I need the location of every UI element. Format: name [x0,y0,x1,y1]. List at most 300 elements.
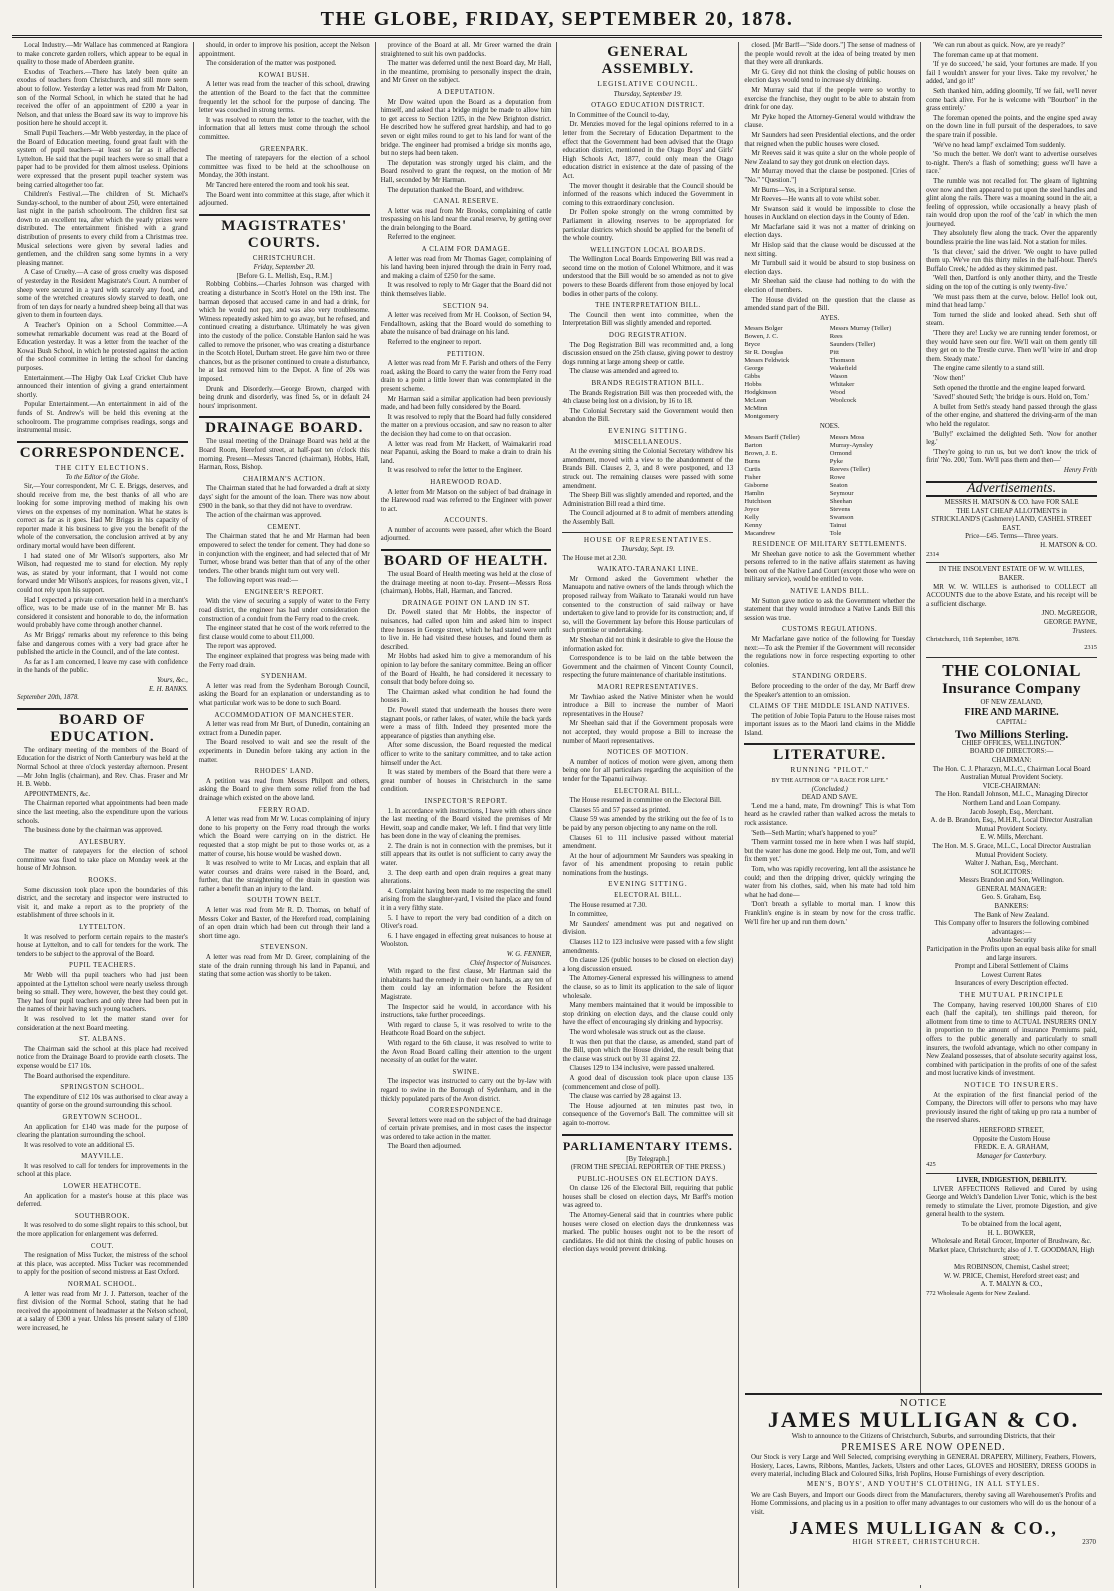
board-of-education-paragraph: The business done by the chairman was approved. [24,827,163,835]
board-of-education-cont-subhead: KOWAI BUSH. [258,71,310,79]
house-evening-paragraph: The clause was carried by 28 against 13. [569,1093,682,1101]
drainage-board-paragraph: A letter was read from Mr R. D. Thomas, on behalf of Messrs Coker and Baxter, of the Hereford road, complaining of an open drain which had been cut through their land a short time ago. [198,907,370,940]
drainage-board-paragraph: A letter was read from Mr D. Greer, complaining of the state of the drain running through his land in Papanui, and stating that some action was shortly to be taken. [198,954,370,979]
house-evening-paragraph: Mr Saunders' amendment was put and negatived on division. [562,920,734,937]
drainage-board-paragraph: It was resolved to write to Mr Lucas, and explain that all water courses and drains were raised in the Board, and, further, that the straightening of the drain in question was rather a benefit than an injury to the land. [198,860,370,893]
house-paragraph: Clauses 61 to 111 inclusive passed without material amendment. [562,834,734,851]
literature-heading: LITERATURE. [773,747,887,764]
correspondence-paragraph: Had I expected a private conversation held in a merchant's office, was to be made use of in the manner Mr B. has considered it consistent and honorable to do, the information would probably have come through another channel. [17,596,188,630]
matson-ad-lines [926,499,1097,542]
aye-name: Thomson [829,357,855,365]
house-evening-paragraph: Clauses 129 to 134 inclusive, were passed unaltered. [569,1065,715,1073]
liver-agent-3: Market place, Christchurch; also of J. T. GOODMAN, High street; [928,1246,1095,1263]
drainage-board-subhead: FERRY ROAD. [258,806,310,814]
votes-intro: The House divided on the question that the clause as amended stand part of the Bill. [744,296,916,313]
legislative-council-subhead: BRANDS REGISTRATION BILL. [591,380,705,387]
parliamentary-cont-2-paragraph: Before proceeding to the order of the day, Mr Barff drew the Speaker's attention to an omission. [744,682,916,699]
noe-name: Swanson [829,514,854,521]
matson-ad-line: THE LAST CHEAP ALLOTMENTS in [956,507,1067,515]
parliamentary-cont-paragraph: Mr Pyke hoped the Attorney-General would withdraw the clause. [744,113,916,130]
house-paragraph: Clause 59 was amended by the striking out the fee of 1s to be paid by any person objecting to any name on the roll. [562,816,734,832]
parliamentary-cont-2-subhead: STANDING ORDERS. [792,673,868,681]
board-of-education-paragraph: The Chairman said the school at this place had received notice from the Drainage Board to provide earth closets. The expense would be £17 10s. [17,1045,188,1070]
parliamentary-cont-paragraph: Mr Sheehan said the clause had nothing to do with the election of members. [744,278,916,295]
story-paragraph: 'Saved!' shouted Seth; 'the bridge is ours. Hold on, Tom.' [933,394,1090,402]
noe-name: Kelly [744,514,759,521]
magistrates-before: [Before G. L. Mellish, Esq., R.M.] [236,272,332,280]
noe-name: Macandrew [744,530,776,537]
drainage-board-cont-subhead: PETITION. [447,350,486,358]
board-of-health-2-paragraph: Several letters were read on the subject of the bad drainage of certain private premises, and in most cases the inspector was ordered to take action in the matter. [380,1116,552,1141]
correspondence-to: To the Editor of the Globe. [65,474,140,482]
story-paragraph: 'We must pass them at the curve, below. Hello! look out, mind that head lamp.' [926,293,1097,310]
noe-name: Fisher [744,474,761,481]
board-of-education-paragraph: Some discussion took place upon the boundaries of this district, and the secretary and inspector were instructed to visit it, and make a report as to the propriety of the establishment of three schools in it. [17,886,188,920]
story-paragraph: 'Well then, Dartford is only another thirty, and the Trestle siding on the top of the cutting is only twenty-five.' [926,275,1097,292]
colonial-director: A. de B. Brandon, Esq., M.H.R., Local Director Australian Mutual Provident Society. [930,817,1093,833]
story-paragraph: 'So much the better. We don't want to advertise ourselves to-night. There's a flash of something; guess we'll have a race.' [926,151,1097,176]
willes-date: Christchurch, 11th September, 1878. [926,636,1020,644]
board-of-education-cont-subhead: GREENPARK. [260,145,309,153]
willes-ad [926,566,1097,652]
colonial-advantage: Prompt and Liberal Settlement of Claims [954,963,1069,971]
legislative-council-paragraph: The Wellington Local Boards Empowering Bill was read a second time on the motion of Colonel Whitmore, and it was understood that the Bill would be so amended as not to give powers to these Boards different from those enjoyed by local bodies in other parts of the colony. [562,256,734,298]
noe-name: Ormond [829,450,852,457]
local-news-paragraph: Entertainment.—The Higby Oak Leaf Cricket Club have announced their intention of giving a grand entertainment shortly. [17,374,188,399]
noes-list-1 [744,434,829,538]
aye-name: Gibbs [744,373,761,381]
story-paragraph: 'There they are! Lucky we are running tender foremost, or they would have seen our fire. We'll wait on them gently till they get on to the Trestle curve. Then we'll 'wire in' and drop them. Steady mate.' [926,330,1097,363]
drainage-board-paragraph: The following report was read:— [205,577,299,585]
drainage-board-subhead: ENGINEER'S REPORT. [244,588,324,596]
house-evening-paragraph: On clause 126 (public houses to be closed on election day) a long discussion ensued. [562,957,734,973]
correspondence-paragraph: As Mr Briggs' remarks about my reference to this being false and dangerous comes with a very bad grace after he published the article in the Council, and of the late contest. [17,632,188,657]
lc-evening-heading: EVENING SITTING. [608,426,688,435]
board-of-education-cont-paragraph: A letter was read from the teacher of this school, drawing the attention of the Board to the fact that the committee frequently let the school for the purpose of dancing. The letter was couched in strong terms. [198,81,370,115]
lc-evening-paragraph: The Council adjourned at 8 to admit of members attending the Assembly Ball. [562,510,734,526]
legislative-council-paragraph: The Colonial Secretary said the Government would then abandon the Bill. [562,407,734,424]
colonial-office: CHIEF OFFICES, WELLINGTON. [961,739,1062,747]
noe-name: Messrs Barff (Teller) [744,434,800,441]
matson-ad-line: STRICKLAND'S (Cashmere) LAND, CASHEL STREET EAST. [931,516,1092,532]
notice-text: Wish to announce to the Citizens of Christchurch, Suburbs, and surrounding Districts, that their [791,1433,1056,1441]
local-news-paragraph: Small Pupil Teachers.—Mr Webb yesterday, in the place of the Board of Education meeting, found great fault with the system of pupil teachers—at least so far as it affected Lyttelton. He said that the pupil teachers were so small that a paper had to be provided for them almost useless. Opinions were expressed that the present pupil teacher system was being carried altogether too far. [17,129,188,189]
correspondence-sign-1: Yours, &c., [157,676,188,684]
magistrates-date: Friday, September 20. [253,264,315,272]
colonial-agent-2: Opposite the Custom House [972,1135,1051,1143]
noe-name: Messrs Moss [829,434,865,441]
colonial-bankers-label: BANKERS: [994,903,1029,911]
board-of-education-subhead: LYTTELTON. [79,924,126,932]
liver-text: LIVER AFFECTIONS Relieved and Cured by using George and Welch's Dandelion Liver Tonic, which is the best remedy to stimulate the Liver, promote Digestion, and give general health to the system. [926,1185,1097,1219]
parliamentary-cont-2-subhead: RESIDENCE OF MILITARY SETTLEMENTS. [752,541,908,548]
aye-name: McMinn [744,405,768,413]
liver-agent-2: Wholesale and Retail Grocer, Importer of Brushware, &c. [931,1238,1092,1246]
legislative-council-subhead: THE INTERPRETATION BILL. [595,302,701,310]
votes-noes [744,434,915,538]
drainage-board-paragraph: The Board resolved to wait and see the result of the experiments in Dunedin before taking any action in the matter. [198,739,370,764]
aye-name: Whitaker [829,381,855,389]
drainage-board-cont-paragraph: Mr Harman said a similar application had been previously made, and had been fully considered by the Board. [380,395,552,412]
local-news-paragraph: Local Industry.—Mr Wallace has commenced at Rangiora to make concrete garden rollers, which appear to be equal in quality to those made of Aberdeen granite. [17,42,188,67]
board-of-education-paragraph: The expenditure of £12 10s was authorised to clear away a quantity of gorse on the ground surrounding this school. [17,1093,188,1110]
noe-name: Barton [744,442,763,449]
matson-num: 2314 [926,550,939,558]
house-evening-paragraph: A good deal of discussion took place upon clause 135 (commencement and close of poll). [562,1074,734,1091]
column-2 [194,42,376,1588]
noe-name: Hutchison [744,498,772,505]
story-paragraph: The rumble was not recalled for. The gleam of lightning over now and then appeared to put upon the steel handles and glint along the rails. There was a moaning sound in the air, a feeling of oppression, while occasionally a heavy plash of rain would drop upon the roof of the 'cab' in which the men journeyed. [926,177,1097,228]
lc-body [562,112,733,425]
board-of-health-paragraph: The Chairman asked what condition he had found the houses in. [380,688,552,705]
story-paragraph: 'If ye do succeed,' he said, 'your fortunes are made. If you fail I wouldn't answer for your lives. Take my revolver,' he added, 'and go it!' [926,61,1097,86]
correspondence-title: THE CITY ELECTIONS. [55,463,150,472]
board-of-health-paragraph: Mr Hobbs had asked him to give a memorandum of his opinion to lay before the sanitary committee. Being an officer of the Board of Health, he had considered it necessary to consult that body before doing so. [380,653,552,687]
house-heading: HOUSE OF REPRESENTATIVES. [583,535,712,544]
inspector-sign-2: Chief Inspector of Nuisances. [469,959,552,967]
correspondence-paragraph: As far as I am concerned, I leave my case with confidence in the hands of the public. [17,658,188,675]
drainage-board-cont-paragraph: Mr Dow waited upon the Board as a deputation from himself, and asked that a bridge might be made to allow him to get access to Section 1205, in the New Brighton district. He described how he suffered great hardship, and had to go seven or eight miles round to get to his land for want of the bridge. The engineer had promised a bridge six months ago, but no steps had been taken. [380,98,552,158]
house-paragraph: At the hour of adjournment Mr Saunders was speaking in favor of his amendment proposing to retain public nominations from the hustings. [562,852,734,877]
story-paragraph: 'Is that clever,' said the driver. 'We ought to have pulled them up. We've run this thirty miles in the half-hour. There's Buffalo Creek,' he added as they skimmed past. [926,248,1097,273]
aye-name: Hodgkinson [744,389,777,397]
parliamentary-items-paragraph: The Attorney-General said that in countries where public houses were closed on election days the drunkenness was marked. The public houses ought not to be the resort of candidates. He did not think the closing of public houses on election days would prevent drinking. [562,1212,734,1254]
colonial-insurance-ad [926,661,1097,1169]
board-of-education-paragraph: The resignation of Miss Tucker, the mistress of the school at this place, was accepted. Miss Tucker was recommended to apply for the position of second mistress at East Oxford. [17,1252,188,1277]
willes-num: 2315 [1084,644,1097,651]
insurers-heading: NOTICE TO INSURERS. [964,1080,1059,1089]
ayes-list-1 [744,325,829,421]
notice-mens: MEN'S, BOYS', AND YOUTH'S CLOTHING, IN ALL STYLES. [807,1481,1040,1489]
board-of-education-subhead: MAYVILLE. [81,1153,124,1161]
board-of-education-paragraph: An application for £140 was made for the purpose of clearing the plantation surrounding the school. [17,1123,188,1140]
house-evening-paragraph: Clauses 112 to 123 inclusive were passed with a few slight amendments. [562,939,734,955]
notice-num: 2370 [1082,1539,1096,1547]
parliamentary-cont-paragraph: Mr Turnbull said it would be absurd to stop business on election days. [744,260,916,276]
liver-wholesale: Wholesale Agents for New Zealand. [937,1289,1031,1297]
notice-name-2: JAMES MULLIGAN & CO., [789,1518,1058,1539]
colonial-directors [926,809,1097,869]
parliamentary-cont-2-paragraph: Mr Macfarlane gave notice of the following for Tuesday next:—To ask the Premier if the Government will reconsider the regulations now in force respecting exporting to other colonies. [744,635,916,669]
board-of-health-body-2 [381,968,552,1152]
colonial-director: Jacob Joseph, Esq., Merchant. [969,808,1054,816]
parliamentary-cont-paragraph: Mr Saunders had seen Presidential elections, and the order that reigned when the public houses were closed. [744,131,916,148]
parliamentary-cont-paragraph: closed. [Mr Barff—"Side doors."] The sense of madness of the people would revolt at the idea of being treated by men that they were all drunkards. [744,42,916,67]
matson-ad-line: Price—£45. Terms—Three years. [965,533,1058,541]
drainage-board-subhead: SOUTH TOWN BELT. [247,897,322,905]
colonial-advantages [926,937,1097,989]
lc-evening-paragraph: At the evening sitting the Colonial Secretary withdrew his amendment, moved with a view to the abandonment of the Brands Bill. Clauses 2, 3, and 8 were postponed, and 13 struck out. The remaining clauses were passed with some amendment. [562,448,734,490]
story-paragraph: The foreman opened the points, and the engine sped away on the down line in full pursuit of the desperadoes, to save the spare train if possible. [926,114,1097,139]
house-evening-paragraph: The word wholesale was struck out as the clause. [569,1028,706,1036]
house-paragraph: Mr Sheehan did not think it desirable to give the House the information asked for. [562,637,734,653]
drainage-board-paragraph: A letter was read from Mr Burt, of Dunedin, containing an extract from a Dunedin paper. [198,721,370,737]
colonial-agent-1: HEREFORD STREET, [979,1126,1044,1134]
board-of-health-paragraph: 6. I have engaged in effecting great nuisances to house at Woolston. [380,932,552,949]
board-of-education-subhead: AYLESBURY. [78,838,126,846]
lc-evening-sub: MISCELLANEOUS. [614,438,682,446]
house-paragraph: Mr Ormond asked the Government whether the Manuapotu and native owners of the lands through which the proposed railway from Waikato to Taranaki would run have consented to the construction of said railway or have undertaken to give land to provide for its construction; and, if so, will the Government lay before this House particulars of such promise or undertaking. [562,575,734,635]
board-of-education-paragraph: It was resolved to perform certain repairs to the master's house at Lyttelton, and to call for tenders for the work. The tenders to be subject to the approval of the Board. [17,933,188,958]
drainage-board-subhead: RHODES' LAND. [254,768,314,776]
colonial-capital-label: CAPITAL: [996,719,1027,727]
house-evening-paragraph: Many members maintained that it would be impossible to stop drinking on election days, and the clause could only have the effect of encouraging sly drinking and hypocrisy. [562,1002,734,1027]
literature-paragraph: 'Them varmint tossed me in here when I was half stupid, but the water has done me good. Help me out, Tom, and we'll fix them yet.' [744,839,916,864]
drainage-board-cont-paragraph: A letter was read from Mr F. Parish and others of the Ferry road, asking the Board to carry the water from the Ferry road drain to a point a little lower than was contemplated in the present scheme. [380,360,552,393]
drainage-board-cont [381,42,552,544]
drainage-board-paragraph: The action of the chairman was approved. [205,512,322,520]
colonial-agent-4: Manager for Canterbury. [976,1152,1047,1160]
colonial-vice-label: VICE-CHAIRMAN: [982,782,1041,790]
colonial-board: BOARD OF DIRECTORS:— [969,748,1054,756]
liver-agent-6: A. T. MALYN & CO., [980,1281,1043,1289]
mutual-heading: THE MUTUAL PRINCIPLE [959,991,1064,999]
noe-name: Sheehan [829,498,853,505]
correspondence-sign-2: E. H. BANKS. [148,685,188,693]
aye-name: Bryce [744,341,761,349]
local-news-paragraph: A Case of Cruelty.—A case of gross cruelty was disposed of yesterday in the Resident Magistrate's Court. A number of sheep were secured in a yard with scarcely any food, and some of the wretched creatures slowly starved to death, one from of ten days for nearly a hundred sheep being all that was given to them in fourteen days. [17,269,188,320]
drainage-board-cont-paragraph: The deputation thanked the Board, and withdrew. [387,186,524,194]
colonial-chair: The Hon. C. J. Pharazyn, M.L.C., Chairman Local Board Australian Mutual Provident Society. [932,765,1091,782]
board-of-education-paragraph: It was resolved to let the matter stand over for consideration at the next Board meeting. [17,1015,188,1032]
aye-name: Wakefield [829,365,857,373]
aye-name: Wason [829,373,848,381]
insurers-text: At the expiration of the first financial period of the Company, the Directors will offer to persons who may have previously insured the right of taking up pro rata a number of the reserved shares. [926,1091,1097,1125]
board-of-education-subhead: NORMAL SCHOOL. [67,1281,137,1288]
parliamentary-cont-2 [744,541,915,738]
house-sub: WAIKATO-TARANAKI LINE. [597,566,699,574]
drainage-board-subhead: STEVENSON. [260,944,309,952]
colonial-director: Walter J. Nathan, Esq., Merchant. [965,860,1059,868]
legislative-council-subhead: WELLINGTON LOCAL BOARDS. [590,246,706,254]
board-of-health-2-paragraph: The Board then adjourned. [387,1143,462,1151]
liver-obtain: To be obtained from the local agent, [961,1221,1062,1229]
noe-name: Brown, J. E. [744,450,778,457]
house-paragraph: Correspondence is to be laid on the table between the Government and the chairmen of Vincent County Council, respecting the future maintenance of charitable institutions. [562,655,734,680]
story-paragraph: The foreman came up at that moment. [933,51,1039,59]
noe-name: Tole [829,530,842,537]
lc-sub: OTAGO EDUCATION DISTRICT. [591,102,705,110]
colonial-director: E. W. Mills, Merchant. [980,834,1044,842]
parliamentary-items-heading: PARLIAMENTARY ITEMS. [562,1138,733,1153]
legislative-council-heading: LEGISLATIVE COUNCIL. [597,80,699,88]
parliamentary-cont-paragraph: Mr Swanson said it would be impossible to close the houses in Auckland on election days in the County of Eden. [744,205,916,222]
column-1 [12,42,194,1588]
drainage-board-paragraph: A letter was read from the Sydenham Borough Council, asking the Board for an explanation or understanding as to what particular work was to be done to such Board. [198,682,370,707]
aye-name: Pitt [829,349,839,357]
board-of-education-paragraph: The matter of ratepayers for the election of school committee was fixed to take place on Monday week at the house of Mr Johnson. [17,848,188,873]
local-news [17,42,188,436]
board-of-education-cont-paragraph: should, in order to improve his position, accept the Nelson appointment. [198,42,370,58]
story-paragraph: Tom turned the slide and looked ahead. Seth shut off steam. [926,311,1097,328]
drainage-board-paragraph: A letter was read from Mr W. Lucas complaining of injury done to his property on the Ferry road through the works which the Board were carrying on in the district. He requested that a stop might be put to those works or, as a matter of course, his house would be washed down. [198,816,370,858]
notice-premises: PREMISES ARE NOW OPENED. [841,1441,1006,1453]
legislative-council-paragraph: Dr. Menzies moved for the legal opinions referred to in a letter from the Secretary of Education Department to the effect that the Government had been advised that the Otago education district, mentioned in the Otago Boys' and Girls' High Schools Act, 1877, could only mean the Otago education district in existence at the date of passing of the Act. [562,121,734,180]
literature-concluded: (Concluded.) [811,785,848,793]
drainage-board-cont-paragraph: A letter was received from Mr H. Cookson, of Section 94, Fendalltown, asking that the Board would do something to abate the nuisance of bad drainage on his land. [380,312,552,337]
drainage-board-cont-subhead: A CLAIM FOR DAMAGE. [421,246,511,254]
board-of-health-2-paragraph: With regard to clause 5, it was resolved to write to the Heathcote Road Board on the subject. [380,1021,552,1038]
board-of-health-paragraph: It was stated by members of the Board that there were a great number of houses in Christchurch in the same condition. [380,769,552,794]
drainage-board-body [199,438,370,979]
board-of-education-body [17,747,188,1334]
colonial-sol-label: SOLICITORS: [990,868,1033,876]
board-of-health-subhead: INSPECTOR'S REPORT. [424,797,508,805]
colonial-advantage: Insurances of every Description effected. [954,980,1069,988]
drainage-board-paragraph: The engineer stated that he cost of the work referred to the first clause would come to about £11,000. [198,625,370,641]
mulligan-notice [745,1393,1102,1585]
liver-ad [926,1177,1097,1298]
correspondence-paragraph: Sir,—Your correspondent, Mr C. E. Briggs, deserves, and should receive from me, the best thanks of all who are looking for some improving method of making his own views on the expenses of my nomination. What he states is correct as far as it goes. Had Mr Briggs in his capacity of reporter made it his business to give you the benefit of the whole of the conversation, the conclusion arrived at by any ordinary mortal would have been different. [17,482,188,551]
board-of-health-2-subhead: CORRESPONDENCE. [428,1107,504,1115]
drainage-board-cont-paragraph: The deputation was strongly urged his claim, and the Board resolved to grant the request, on the motion of Mr Hall, seconded by Mr Harman. [380,159,552,184]
colonial-agent-3: FREDK. E. A. GRAHAM, [974,1144,1049,1152]
parliamentary-cont-paragraph: Mr Murray said that if the people were so worthy to exercise the franchise, they ought to be able to abstain from drink for one day. [744,86,916,112]
board-of-education-paragraph: The ordinary meeting of the members of the Board of Education for the district of North Canterbury was held at the Normal School at three o'clock yesterday afternoon. Present—Mr John Inglis (chairman), and Rev. Chas. Fraser and Mr H. B. Webb. [17,746,188,789]
colonial-gm: Geo. S. Graham, Esq. [981,894,1042,902]
board-of-education-paragraph: The Board authorised the expenditure. [24,1072,130,1080]
local-news-paragraph: Popular Entertainment.—An entertainment in aid of the funds of St. Andrew's will be held this evening at the schoolroom. The programme comprises readings, songs and instrumental music. [17,401,188,435]
notice-name: JAMES MULLIGAN & CO. [767,1407,1080,1433]
drainage-board-cont-paragraph: A letter was read from Mr Brooks, complaining of cattle trespassing on his land near the canal reserve, by getting over the drain belonging to the Board. [380,207,552,232]
noe-name: Seaton [829,482,848,489]
column-5 [739,42,921,1588]
board-of-health-paragraph: Dr. Powell stated that Mr Hobbs, the inspector of nuisances, had called upon him and asked him to inspect three houses in George street, which he had stated were unfit to live in. He had visited these houses, and found them as described. [380,609,552,651]
house-paragraph: Mr Tawhiao asked the Native Minister when he would introduce a Bill to increase the number of Maori representatives in the House? [562,693,734,718]
willes-text: MR W. W. WILLES is authorised to COLLECT all ACCOUNTS due to the above Estate, and his receipt will be a sufficient discharge. [926,583,1097,608]
literature-chapter: DEAD AND SAVE. [801,794,858,802]
drainage-board-subhead: SYDENHAM. [261,673,308,681]
colonial-chair-label: CHAIRMAN: [991,756,1032,764]
board-of-health-2-paragraph: With regard to the first clause, Mr Hartman said the inhabitants had the remedy in their own hands, as any ten of them could lay an information before the Resident Magistrate. [380,968,552,1001]
magistrates-body [199,281,370,411]
noe-name: Seymour [829,490,854,497]
magistrates-courts-heading: MAGISTRATES' COURTS. [221,217,348,251]
drainage-board-cont-subhead: ACCOUNTS. [443,517,489,525]
board-of-health-paragraph: 4. Complaint having been made to me respecting the smell arising from the slaughter-yard, I visited the place and found it in a very filthy state. [380,887,552,913]
board-of-education-cont-paragraph: The meeting of ratepayers for the election of a school committee was fixed to be held at the schoolhouse on Monday, the 30th instant. [198,155,370,180]
colonial-nz: OF NEW ZEALAND, [980,698,1043,706]
liver-agent: H. L. BOWKER, [987,1229,1036,1237]
legislative-council-paragraph: The mover thought it desirable that the Council should be informed of the reasons which induced the Government in coming to this extraordinary conclusion. [562,182,734,207]
correspondence-heading: CORRESPONDENCE. [19,444,186,461]
board-of-education-heading: BOARD OF EDUCATION. [50,711,155,745]
noe-name: Murray-Aynsley [829,442,874,449]
board-of-education-subhead: PUPIL TEACHERS. [69,962,136,970]
board-of-education-subhead: LOWER HEATHCOTE. [63,1183,142,1191]
house-paragraph: Mr Sheehan said that if the Government proposals were not accepted, they would propose a Bill to increase the number of Maori representatives. [562,720,734,745]
story-paragraph: 'Bully!' exclaimed the delighted Seth. 'Now for another leg.' [926,430,1097,447]
drainage-board-paragraph: A petition was read from Messrs Philpott and others, asking the Board to give them some relief from the bad drainage which existed on the above land. [198,777,370,802]
board-of-health-paragraph: After some discussion, the Board requested the medical officer to write to the sanitary committee, and to take action himself under the Act. [380,742,552,767]
drainage-board-heading: DRAINAGE BOARD. [205,420,364,437]
literature-paragraph: 'Lend me a hand, mate, I'm drowning!' This is what Tom heard as he crawled rather than walked across the metals to rock assistance. [744,802,916,828]
colonial-bankers: The Bank of New Zealand. [974,911,1049,919]
house-subhead: NOTICES OF MOTION. [607,749,689,757]
board-of-education-subhead: ST. ALBANS. [79,1036,126,1044]
aye-name: Wood [829,389,846,397]
legislative-council-paragraph: The Brands Registration Bill was then proceeded with, the 4th clause being lost on a division, by 16 to 18. [562,389,734,406]
column-6 [921,42,1102,1588]
board-of-education-cont-paragraph: It was resolved to return the letter to the teacher, with the information that all letters must come through the school committee. [198,116,370,141]
aye-name: Woolcock [829,397,857,405]
masthead: THE GLOBE, FRIDAY, SEPTEMBER 20, 1878. [12,6,1102,38]
parliamentary-cont-paragraph: Mr Reeves—He wants all to vote whilst sober. [751,196,880,204]
board-of-education-subhead: COUT. [90,1242,114,1250]
drainage-board-paragraph: The engineer explained that progress was being made with the Ferry road drain. [198,653,370,669]
story-paragraph: A bullet from Seth's steady hand passed through the glass of the other engine, and shattered the driving-arm of the man who held the regulator. [926,403,1097,428]
correspondence-paragraph: I had stated one of Mr Wilson's supporters, also Mr Wilson, had requested me to stand for election. My reply was, as stated by your informant, that I would not come forward under Mr Wilson's auspices, for reasons given, viz., I could not rely upon his support. [17,552,188,595]
drainage-board-cont-paragraph: It was resolved to reply to Mr Gager that the Board did not think themselves liable. [380,282,552,299]
board-of-education-subhead: SOUTHBROOK. [74,1212,131,1220]
liver-num: 772 [926,1289,936,1297]
parliamentary-items-subhead: PUBLIC-HOUSES ON ELECTION DAYS. [577,1175,719,1183]
board-of-health-body [381,571,552,950]
ayes-list-2 [830,325,915,421]
board-of-health-2-paragraph: The Inspector said he would, in accordance with his instructions, take further proceedings. [380,1003,552,1020]
house-paragraph: Clauses 55 and 57 passed as printed. [569,806,671,814]
story-cont [926,42,1097,466]
board-of-health-2-subhead: SWINE. [452,1068,480,1076]
liver-heading: LIVER, INDIGESTION, DEBILITY. [956,1177,1067,1185]
parliamentary-cont-paragraph: Mr Reeves said it was quite a slur on the whole people of New Zealand to say they got drunk on election days. [744,150,916,166]
aye-name: Saunders (Teller) [829,341,876,349]
noe-name: Hamlin [744,490,765,497]
colonial-sol: Messrs Brandon and Son, Wellington. [959,877,1064,885]
votes-ayes-heading: AYES. [820,314,840,322]
local-news-paragraph: A Teacher's Opinion on a School Committee.—A somewhat remarkable document was read at the Board of Education yesterday. It was a letter from the teacher of the Kowai Bush School, in which he protested against the action of the school committee in letting the school for dancing purposes. [17,322,188,372]
legislative-council-subhead: DOG REGISTRATION. [608,332,687,340]
drainage-board-cont-paragraph: Referred to the engineer. [387,234,456,242]
parliamentary-cont-2-subhead: CUSTOMS REGULATIONS. [782,626,878,634]
lc-evening-paragraph: The Sheep Bill was slightly amended and reported, and the Administration Bill read a third time. [562,492,734,508]
noe-name: Joyce [744,506,760,513]
board-of-health-paragraph: 3. The deep earth and open drain requires a great many alterations. [380,869,552,886]
local-news-paragraph: Exodus of Teachers.—There has lately been quite an exodus of teachers from Christchurch, and still more seem about to follow. Yesterday a letter was read from Mr Dalton, son of the Normal School, in which he stated that he had received the offer of an appointment of £200 a year in Nelson, and that unless the Board saw its way to improve his position here he should accept it. [17,68,188,128]
parliamentary-cont-2-subhead: NATIVE LANDS BILL. [790,587,870,595]
board-of-education-subhead: SPRINGSTON SCHOOL. [60,1084,145,1092]
willes-trustees-label: Trustees. [1072,627,1097,635]
correspondence-body [17,483,188,676]
drainage-board-subhead: CHAIRMAN'S ACTION. [242,475,326,483]
house-time: The House met at 2.30. [562,554,627,562]
drainage-board-subhead: ACCOMMODATION OF MANCHESTER. [214,711,354,719]
board-of-health-paragraph: 1. In accordance with instructions, I have with others since the last meeting of the Board visited the premises of Mr Hewitt, soap and candle maker, We left. I find that very little has been done in the way of cleaning the premises. [380,807,552,841]
aye-name: Rees [829,333,843,341]
board-of-education-cont-paragraph: The Board went into committee at this stage, after which it adjourned. [198,191,370,208]
legislative-council-paragraph: The Council then went into committee, when the Interpretation Bill was slightly amended and reported. [562,311,734,328]
magistrates-paragraph: Robbing Cobbins.—Charles Johnson was charged with creating a disturbance in Scott's Hotel on the 19th inst. The barman deposed that accused came in and had a drink, for which he would not pay, and was also very troublesome. Witness repeatedly asked him to go away, but he refused, and continued creating a disturbance. Ultimately he was given into the custody of the police. Constable Hanlon said he was called to remove the prisoner, who was creating a disturbance in the Scotch Hotel, Durham street. He gave him two or three chances, but as the prisoner continued to create a disturbance, he at last removed him to the Depot. A fine of 20s was imposed. [198,281,370,383]
board-of-education-paragraph: An application for a master's house at this place was deferred. [17,1192,188,1209]
house-evening-paragraph: The House adjourned at ten minutes past two, in consequence of the Governor's Ball. The committee will sit again to-morrow. [562,1102,734,1127]
board-of-health-heading: BOARD OF HEALTH. [383,553,549,570]
board-of-health-2-paragraph: The inspector was instructed to carry out the by-law with regard to swine in the Borough of Sydenham, and in the thickly populated parts of the Avon district. [380,1078,552,1103]
pi-body [562,1176,733,1255]
story-paragraph: They absolutely flew along the track. Over the apparently boundless prairie the line was laid. Not a station for miles. [926,230,1097,247]
willes-trustee-2: GEORGE PAYNE, [1043,619,1097,627]
literature-paragraph: 'Seth—Seth Martin; what's happened to you?' [751,829,877,837]
notice-body-2: We are Cash Buyers, and Import our Goods direct from the Manufacturers, thereby saving all Warehousemen's Profits and Home Commissions, and placing us in a position to offer many advantages to our customers who will do us the honour of a visit. [751,1491,1096,1516]
board-of-education-paragraph: It was resolved to vote an additional £5. [24,1141,135,1149]
house-paragraph: A number of notices of motion were given, among them being one for all particulars regarding the acquisition of the tender for the Tapanui railway. [562,758,734,783]
column-3 [376,42,558,1588]
house-evening-paragraph: The Attorney-General expressed his willingness to amend the clause, so as to limit its application to the sale of liquor wholesale. [562,975,734,1000]
colonial-vice: The Hon. Randall Johnson, M.L.C., Managing Director Northern Land and Loan Company. [935,791,1089,807]
drainage-board-cont-paragraph: It was resolved to reply that the Board had fully considered the matter on a previous occasion, and saw no reason to alter the decision they had come to on that occasion. [380,413,552,438]
column-4 [557,42,739,1588]
noe-name: Rowe [829,474,846,481]
drainage-board-cont-paragraph: A letter from Mr Matson on the subject of bad drainage in the Harewood road was referred to the Engineer with power to act. [380,488,552,513]
